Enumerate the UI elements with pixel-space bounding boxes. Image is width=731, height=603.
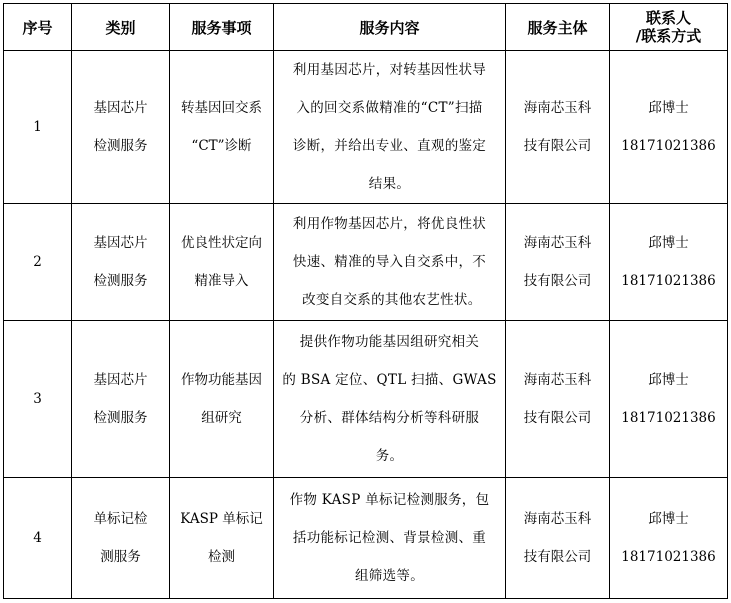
table-row — [4, 51, 728, 204]
provider-line: 技有限公司 — [523, 273, 592, 289]
service-table — [3, 3, 728, 599]
provider-line: 技有限公司 — [523, 410, 592, 426]
provider-line: 技有限公司 — [523, 138, 592, 154]
content-line: 括功能标记检测、背景检测、重 — [292, 530, 487, 546]
service-content-cell — [274, 478, 506, 599]
content-line: 利用基因芯片，对转基因性状导 — [292, 62, 487, 78]
header-no: 序号 — [4, 4, 72, 51]
header-contact-line1: 联系人 — [645, 9, 691, 27]
service-content-cell — [274, 51, 506, 204]
content-line: 作物 KASP 单标记检测服务，包 — [289, 492, 490, 508]
header-row — [4, 4, 728, 51]
contact-name: 邱博士 — [648, 235, 689, 251]
category-line: 基因芯片 — [93, 372, 148, 388]
service-item-line: 作物功能基因 — [181, 372, 262, 388]
content-line: 改变自交系的其他农艺性状。 — [297, 292, 482, 308]
content-line: 务。 — [375, 448, 404, 464]
service-item-line: KASP 单标记 — [180, 511, 263, 527]
category-line: 检测服务 — [93, 138, 148, 154]
content-line: 入的回交系做精准的“CT”扫描 — [296, 100, 483, 116]
header-category: 类别 — [72, 4, 170, 51]
content-line: 组筛选等。 — [355, 568, 424, 584]
contact-cell — [610, 321, 728, 478]
table-row — [4, 478, 728, 599]
content-line: 快速、精准的导入自交系中，不 — [292, 254, 487, 270]
contact-phone: 18171021386 — [621, 273, 716, 289]
header-contact — [610, 4, 728, 51]
row-number: 3 — [4, 321, 72, 478]
content-line: 分析、群体结构分析等科研服 — [299, 410, 480, 426]
provider-cell — [506, 321, 610, 478]
service-item-line: 组研究 — [201, 410, 242, 426]
row-number: 4 — [4, 478, 72, 599]
category-line: 测服务 — [100, 549, 141, 565]
provider-cell — [506, 204, 610, 321]
contact-name: 邱博士 — [648, 372, 689, 388]
contact-cell — [610, 51, 728, 204]
provider-line: 海南芯玉科 — [523, 100, 592, 116]
service-item-cell — [170, 478, 274, 599]
service-item-line: “CT”诊断 — [191, 138, 252, 154]
contact-name: 邱博士 — [648, 100, 689, 116]
service-item-line: 检测 — [208, 549, 235, 565]
category-cell — [72, 321, 170, 478]
row-number: 1 — [4, 51, 72, 204]
content-line: 利用作物基因芯片，将优良性状 — [292, 216, 487, 232]
category-cell — [72, 478, 170, 599]
provider-line: 海南芯玉科 — [523, 511, 592, 527]
content-line: 诊断，并给出专业、直观的鉴定 — [292, 138, 487, 154]
provider-cell — [506, 51, 610, 204]
category-line: 基因芯片 — [93, 235, 148, 251]
category-line: 检测服务 — [93, 410, 148, 426]
header-content: 服务内容 — [274, 4, 506, 51]
service-item-cell — [170, 321, 274, 478]
table-row — [4, 204, 728, 321]
header-item: 服务事项 — [170, 4, 274, 51]
contact-cell — [610, 204, 728, 321]
category-line: 单标记检 — [93, 511, 148, 527]
category-line: 检测服务 — [93, 273, 148, 289]
header-contact-line2: /联系方式 — [635, 27, 702, 45]
content-line: 结果。 — [368, 176, 411, 192]
service-item-cell — [170, 51, 274, 204]
category-cell — [72, 51, 170, 204]
table-row — [4, 321, 728, 478]
content-line: 提供作物功能基因组研究相关 — [299, 334, 480, 350]
contact-cell — [610, 478, 728, 599]
provider-cell — [506, 478, 610, 599]
header-provider: 服务主体 — [506, 4, 610, 51]
provider-line: 海南芯玉科 — [523, 235, 592, 251]
contact-phone: 18171021386 — [621, 410, 716, 426]
provider-line: 海南芯玉科 — [523, 372, 592, 388]
service-item-cell — [170, 204, 274, 321]
contact-phone: 18171021386 — [621, 549, 716, 565]
service-item-line: 精准导入 — [194, 273, 249, 289]
service-content-cell — [274, 204, 506, 321]
contact-phone: 18171021386 — [621, 138, 716, 154]
category-cell — [72, 204, 170, 321]
row-number: 2 — [4, 204, 72, 321]
content-line: 的 BSA 定位、QTL 扫描、GWAS — [282, 372, 497, 388]
service-content-cell — [274, 321, 506, 478]
contact-name: 邱博士 — [648, 511, 689, 527]
category-line: 基因芯片 — [93, 100, 148, 116]
provider-line: 技有限公司 — [523, 549, 592, 565]
service-item-line: 转基因回交系 — [181, 100, 262, 116]
service-item-line: 优良性状定向 — [181, 235, 262, 251]
